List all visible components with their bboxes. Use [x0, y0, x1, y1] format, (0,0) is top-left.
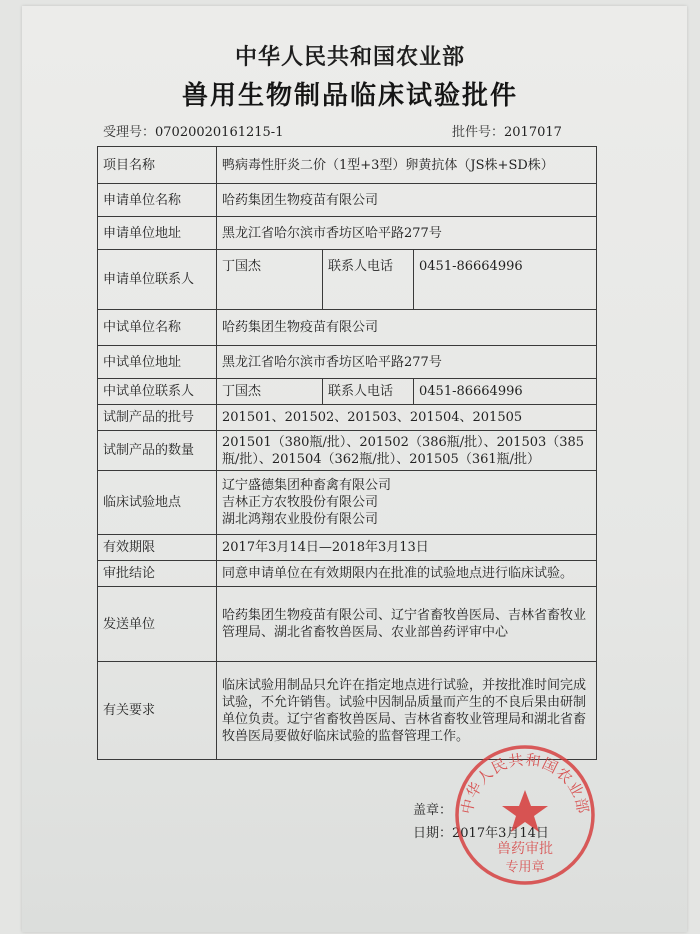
official-seal [450, 740, 600, 890]
validity-label: 有效期限 [98, 535, 217, 561]
approval-value: 2017017 [504, 125, 562, 140]
trial-unit-label: 中试单位名称 [98, 310, 217, 346]
batch-value: 201501、201502、201503、201504、201505 [217, 405, 597, 431]
quantity-label: 试制产品的数量 [98, 431, 217, 471]
trial-site-2: 吉林正方农牧股份有限公司 [222, 495, 379, 510]
applicant-phone-value: 0451-86664996 [414, 250, 597, 310]
trial-unit-value: 哈药集团生物疫苗有限公司 [217, 310, 597, 346]
project-name-label: 项目名称 [98, 147, 217, 184]
row-quantity [98, 431, 597, 471]
acceptance-label: 受理号： [103, 125, 156, 140]
requirements-value: 临床试验用制品只允许在指定地点进行试验，并按批准时间完成试验，不允许销售。试验中因制品质量而产生的不良后果由研制单位负责。辽宁省畜牧兽医局、吉林省畜牧业管理局和湖北省畜牧兽医局要做好临床试验的监督管理工作。 [217, 662, 597, 760]
approval-form-table [97, 146, 597, 760]
document-title: 兽用生物制品临床试验批件 [181, 81, 518, 111]
trial-site-label: 临床试验地点 [98, 471, 217, 535]
row-project-name [98, 147, 597, 184]
applicant-value: 哈药集团生物疫苗有限公司 [217, 184, 597, 217]
trial-address-value: 黑龙江省哈尔滨市香坊区哈平路277号 [217, 346, 597, 379]
row-trial-contact [98, 379, 597, 405]
acceptance-number [103, 121, 283, 140]
recipients-label: 发送单位 [98, 587, 217, 662]
requirements-label: 有关要求 [98, 662, 217, 760]
seal-bottom-text: 专用章 [505, 860, 545, 875]
trial-contact-label: 中试单位联系人 [98, 379, 217, 405]
trial-site-1: 辽宁盛德集团种畜禽有限公司 [222, 478, 392, 493]
row-recipients [98, 587, 597, 662]
applicant-contact-value: 丁国杰 [217, 250, 323, 310]
approval-number [452, 121, 562, 140]
applicant-address-label: 申请单位地址 [98, 217, 217, 250]
approval-label: 批件号： [452, 125, 505, 140]
conclusion-label: 审批结论 [98, 561, 217, 587]
validity-value: 2017年3月14日—2018年3月13日 [217, 535, 597, 561]
date-value: 2017年3月14日 [452, 826, 549, 841]
seal-center-text: 兽药审批 [497, 841, 553, 857]
project-name-value: 鸭病毒性肝炎二价（1型+3型）卵黄抗体（JS株+SD株） [217, 147, 597, 184]
trial-site-3: 湖北鸿翔农业股份有限公司 [222, 512, 379, 527]
row-trial-site [98, 471, 597, 535]
trial-phone-label: 联系人电话 [323, 379, 414, 405]
trial-phone-value: 0451-86664996 [414, 379, 597, 405]
applicant-phone-label: 联系人电话 [323, 250, 414, 310]
applicant-label: 申请单位名称 [98, 184, 217, 217]
applicant-address-value: 黑龙江省哈尔滨市香坊区哈平路277号 [217, 217, 597, 250]
conclusion-value: 同意申请单位在有效期限内在批准的试验地点进行临床试验。 [217, 561, 597, 587]
seal-star-icon [502, 790, 548, 832]
acceptance-value: 07020020161215-1 [155, 125, 284, 140]
seal-line [413, 799, 452, 818]
trial-site-value [217, 471, 597, 535]
seal-ring-text: 中华人民共和国农业部 [457, 750, 593, 816]
applicant-contact-label: 申请单位联系人 [98, 250, 217, 310]
seal-label: 盖章： [413, 803, 453, 818]
row-applicant-contact [98, 250, 597, 310]
batch-label: 试制产品的批号 [98, 405, 217, 431]
date-label: 日期： [413, 826, 453, 841]
trial-contact-value: 丁国杰 [217, 379, 323, 405]
issuing-organization: 中华人民共和国农业部 [234, 45, 465, 70]
row-conclusion [98, 561, 597, 587]
row-trial-unit [98, 310, 597, 346]
row-trial-address [98, 346, 597, 379]
recipients-value: 哈药集团生物疫苗有限公司、辽宁省畜牧兽医局、吉林省畜牧业管理局、湖北省畜牧兽医局、农业部兽药评审中心 [217, 587, 597, 662]
row-validity [98, 535, 597, 561]
row-applicant [98, 184, 597, 217]
row-applicant-address [98, 217, 597, 250]
trial-address-label: 中试单位地址 [98, 346, 217, 379]
quantity-value: 201501（380瓶/批）、201502（386瓶/批）、201503（385瓶/批）、201504（362瓶/批）、201505（361瓶/批） [217, 431, 597, 471]
row-batch [98, 405, 597, 431]
